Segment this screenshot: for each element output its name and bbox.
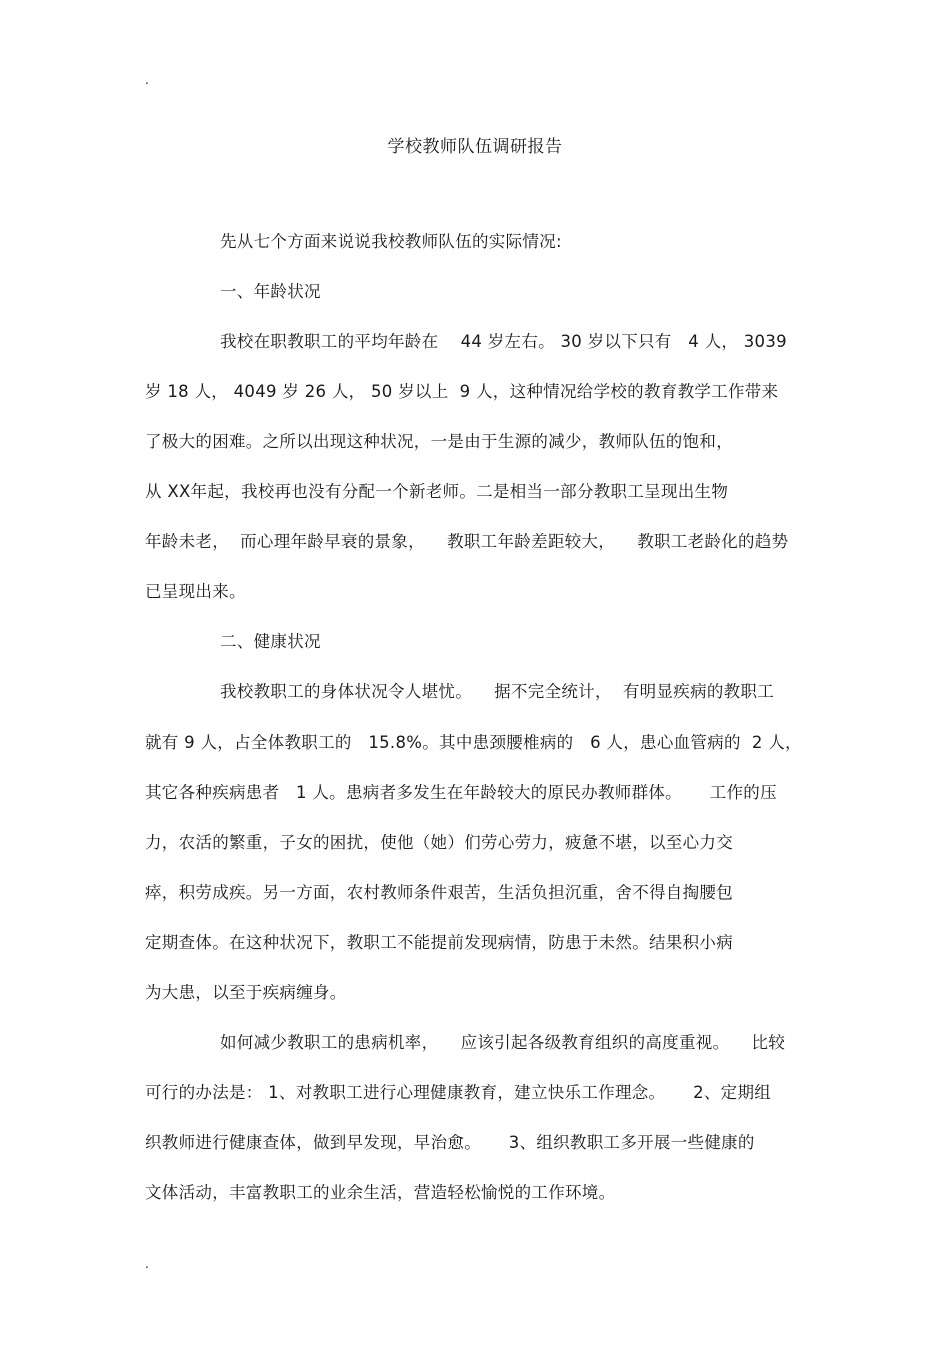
measures-paragraph-line-4: 文体活动，丰富教职工的业余生活，营造轻松愉悦的工作环境。 (145, 1183, 616, 1202)
health-paragraph-line-6: 定期查体。在这种状况下，教职工不能提前发现病情，防患于未然。结果积小病 (145, 933, 733, 952)
age-paragraph-line-5: 年龄未老， 而心理年龄早衰的景象， 教职工年龄差距较大， 教职工老龄化的趋势 (145, 532, 789, 551)
bottom-dot-mark: . (145, 1257, 149, 1271)
health-paragraph-line-1: 我校教职工的身体状况令人堪忧。 据不完全统计， 有明显疾病的教职工 (220, 682, 775, 701)
document-title: 学校教师队伍调研报告 (387, 137, 563, 157)
health-paragraph-line-3: 其它各种疾病患者 1 人。患病者多发生在年龄较大的原民办教师群体。 工作的压 (145, 783, 777, 802)
age-paragraph-line-3: 了极大的困难。之所以出现这种状况，一是由于生源的减少，教师队伍的饱和， (145, 432, 733, 451)
age-paragraph-line-6: 已呈现出来。 (145, 582, 246, 601)
health-paragraph-line-5: 瘁，积劳成疾。另一方面，农村教师条件艰苦，生活负担沉重，舍不得自掏腰包 (145, 883, 733, 902)
health-paragraph-line-7: 为大患，以至于疾病缠身。 (145, 983, 347, 1002)
heading-age: 一、年龄状况 (220, 282, 321, 301)
heading-health: 二、健康状况 (220, 632, 321, 651)
top-dot-mark: . (145, 73, 149, 87)
measures-paragraph-line-3: 织教师进行健康查体，做到早发现，早治愈。 3、组织教职工多开展一些健康的 (145, 1133, 755, 1152)
health-paragraph-line-4: 力，农活的繁重，子女的困扰，使他（她）们劳心劳力，疲惫不堪，以至心力交 (145, 833, 733, 852)
age-paragraph-line-4: 从 XX年起，我校再也没有分配一个新老师。二是相当一部分教职工呈现出生物 (145, 482, 729, 501)
health-paragraph-line-2: 就有 9 人，占全体教职工的 15.8%。其中患颈腰椎病的 6 人，患心血管病的 2 人， (145, 733, 802, 752)
measures-paragraph-line-1: 如何减少教职工的患病机率， 应该引起各级教育组织的高度重视。 比较 (220, 1033, 786, 1052)
measures-paragraph-line-2: 可行的办法是： 1、对教职工进行心理健康教育，建立快乐工作理念。 2、定期组 (145, 1083, 772, 1102)
intro-line: 先从七个方面来说说我校教师队伍的实际情况: (220, 232, 562, 251)
age-paragraph-line-2: 岁 18 人， 4049 岁 26 人， 50 岁以上 9 人，这种情况给学校的教育教学工作带来 (145, 382, 779, 401)
age-paragraph-line-1: 我校在职教职工的平均年龄在 44 岁左右。 30 岁以下只有 4 人， 3039 (220, 332, 787, 351)
